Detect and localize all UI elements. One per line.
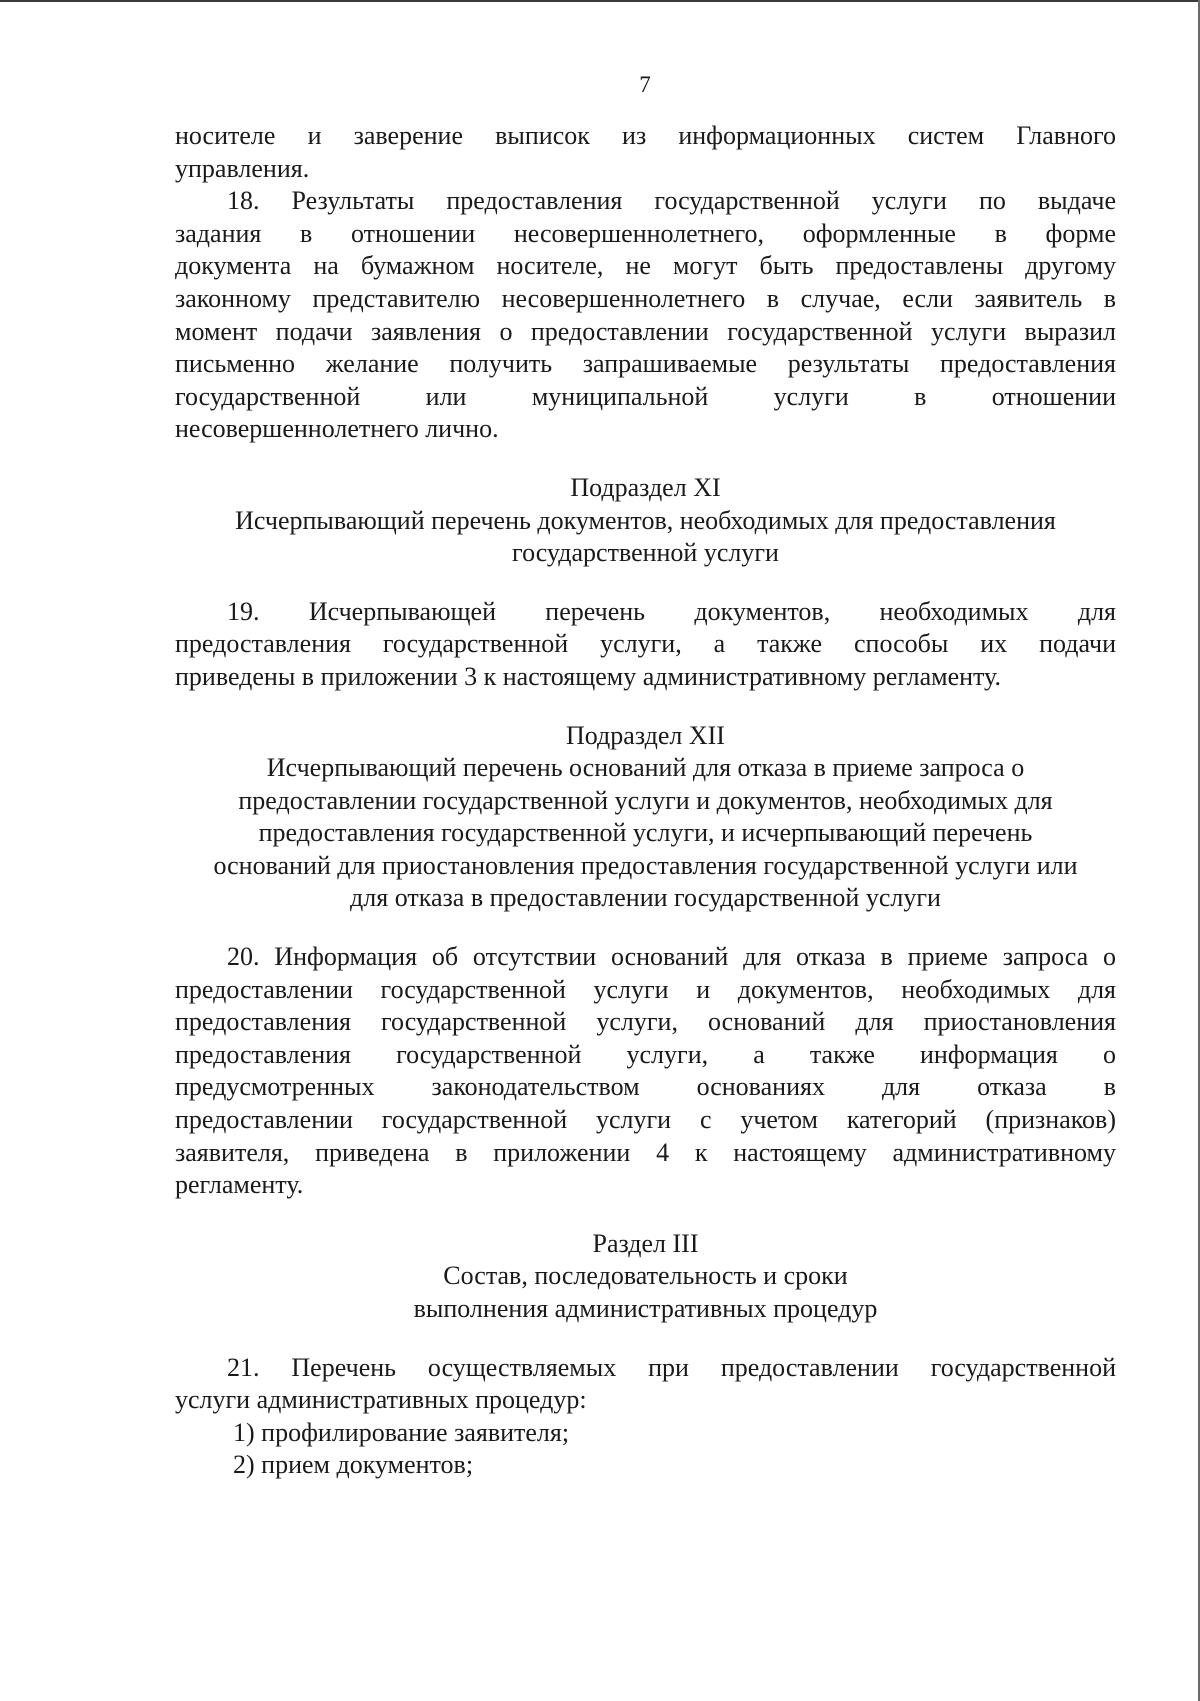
section-3-heading (167, 1228, 1124, 1326)
paragraph-17-tail (175, 120, 1116, 185)
subsection-title-line: оснований для приостановления предоставления государственной услуги или (213, 850, 1078, 880)
text-line: 20. Информация об отсутствии оснований для отказа в приеме запроса о (227, 942, 1116, 972)
text-line: предоставления государственной услуги, а также способы их подачи (175, 629, 1116, 659)
text-line: предусмотренных законодательством основаниях для отказа в (175, 1072, 1116, 1102)
subsection-title-line: предоставления государственной услуги, и исчерпывающий перечень (258, 818, 1033, 848)
text-line: 21. Перечень осуществляемых при предоставлении государственной (227, 1352, 1116, 1382)
subsection-title-line: Исчерпывающий перечень документов, необходимых для предоставления (235, 505, 1056, 535)
text-line: предоставления государственной услуги, оснований для приостановления (175, 1007, 1116, 1037)
scan-top-edge (0, 0, 1200, 2)
text-line: задания в отношении несовершеннолетнего, оформленные в форме (175, 218, 1116, 248)
text-line: письменно желание получить запрашиваемые результаты предоставления (175, 349, 1116, 379)
text-line: 18. Результаты предоставления государственной услуги по выдаче (227, 186, 1116, 216)
spacer (175, 446, 1116, 472)
paragraph-21 (175, 1352, 1116, 1482)
subsection-title-line: Исчерпывающий перечень оснований для отказа в приеме запроса о (266, 753, 1025, 783)
subsection-label: Подраздел XII (566, 720, 725, 750)
page-number: 7 (639, 72, 651, 97)
text-line: момент подачи заявления о предоставлении государственной услуги выразил (175, 316, 1116, 346)
text-line: услуги административных процедур: (175, 1385, 587, 1415)
section-title-line: выполнения административных процедур (413, 1294, 878, 1323)
list-item: 1) профилирование заявителя; (233, 1417, 570, 1447)
subsection-11-heading (167, 472, 1124, 570)
text-line: управления. (175, 153, 310, 183)
spacer (175, 694, 1116, 720)
section-label: Раздел III (592, 1228, 699, 1258)
document-body (175, 120, 1116, 1482)
text-line: предоставлении государственной услуги и документов, необходимых для (175, 974, 1116, 1004)
text-line: носителе и заверение выписок из информационных систем Главного (175, 121, 1116, 150)
subsection-label: Подраздел XI (570, 472, 721, 502)
paragraph-19 (175, 596, 1116, 694)
spacer (175, 1202, 1116, 1228)
paragraph-18 (175, 185, 1116, 446)
text-line: законному представителю несовершеннолетнего в случае, если заявитель в (175, 283, 1116, 313)
text-line: предоставления государственной услуги, а также информация о (175, 1039, 1116, 1069)
spacer (175, 570, 1116, 596)
subsection-title-line: для отказа в предоставлении государственной услуги (350, 883, 941, 913)
list-item: 2) прием документов; (233, 1450, 474, 1480)
text-line: документа на бумажном носителе, не могут быть предоставлены другому (175, 251, 1116, 281)
spacer (175, 915, 1116, 941)
text-line: заявителя, приведена в приложении 4 к настоящему административному (175, 1137, 1116, 1167)
spacer (175, 1326, 1116, 1352)
text-line: 19. Исчерпывающей перечень документов, необходимых для (227, 596, 1116, 626)
section-title-line: Состав, последовательность и сроки (443, 1261, 848, 1291)
subsection-title-line: предоставлении государственной услуги и документов, необходимых для (238, 785, 1053, 815)
text-line: государственной или муниципальной услуги в отношении (175, 381, 1116, 411)
text-line: регламенту. (175, 1170, 304, 1200)
subsection-title-line: государственной услуги (512, 538, 779, 568)
text-line: несовершеннолетнего лично. (175, 414, 499, 444)
subsection-12-heading (167, 720, 1124, 916)
text-line: предоставлении государственной услуги с учетом категорий (признаков) (175, 1105, 1116, 1135)
paragraph-20 (175, 941, 1116, 1202)
text-line: приведены в приложении 3 к настоящему административному регламенту. (175, 661, 1001, 691)
